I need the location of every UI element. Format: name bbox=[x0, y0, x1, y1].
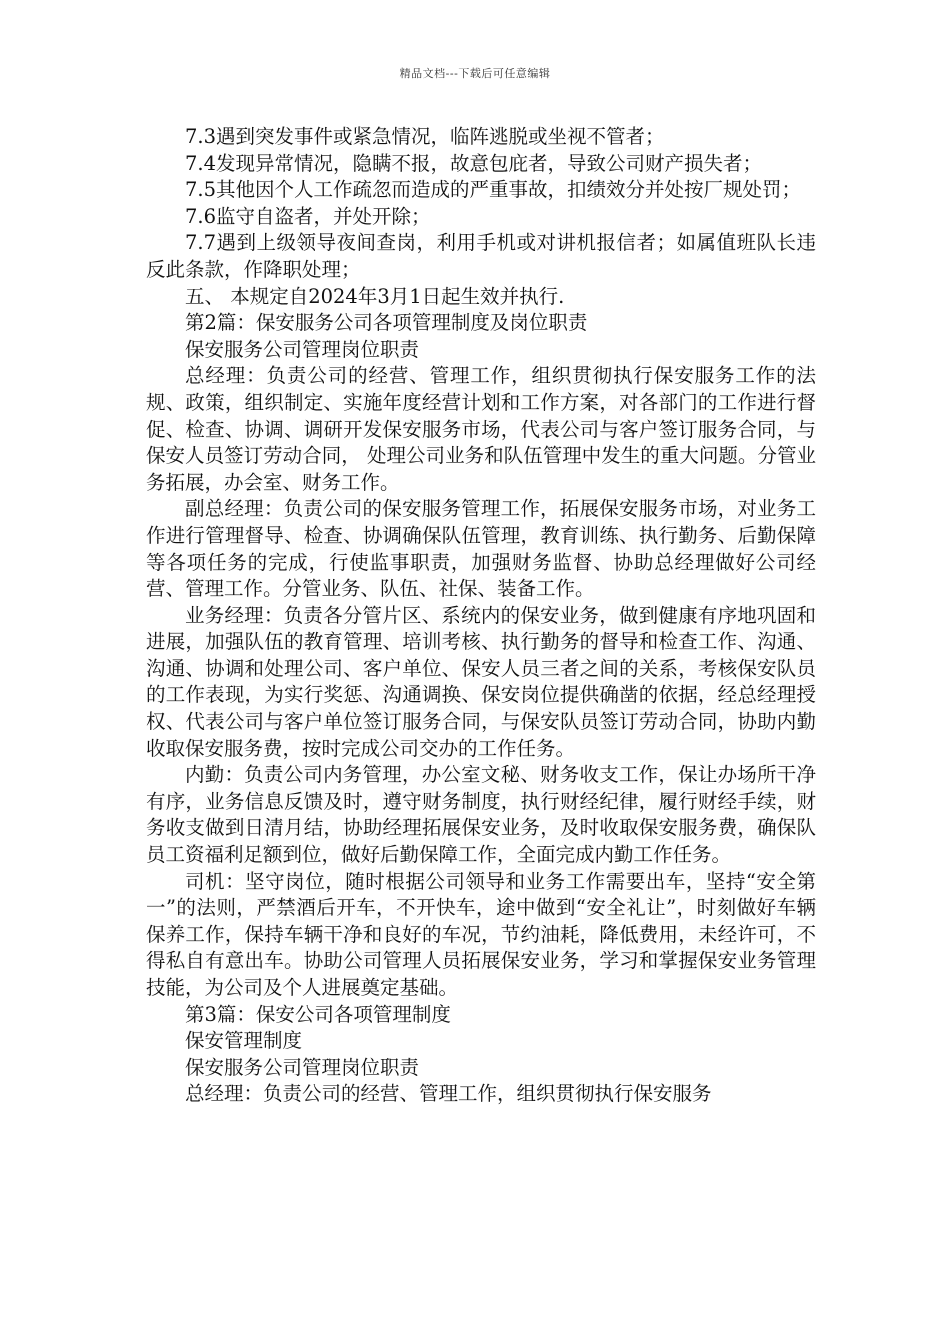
paragraph: 7.5其他因个人工作疏忽而造成的严重事故，扣绩效分并处按厂规处罚； bbox=[185, 178, 802, 202]
section-subheading: 保安管理制度 bbox=[185, 1029, 303, 1053]
paragraph: 总经理：负责公司的经营、管理工作，组织贯彻执行保安服务 bbox=[185, 1082, 712, 1106]
paragraph: 副总经理：负责公司的保安服务管理工作，拓展保安服务市场，对业务工作进行管理督导、检查、协调确保队伍管理，教育训练、执行勤务、后勤保障等各项任务的完成，行使监事职责，加强财务监督、协助总经理做好公司经营、管理工作。分管业务、队伍、社保、装备工作。 bbox=[146, 497, 816, 601]
paragraph: 总经理：负责公司的经营、管理工作，组织贯彻执行保安服务工作的法规、政策，组织制定、实施年度经营计划和工作方案，对各部门的工作进行督促、检查、协调、调研开发保安服务市场，代表公司与客户签订服务合同，与保安人员签订劳动合同， 处理公司业务和队伍管理中发生的重大问题。分管业务拓展，办会室、财务工作。 bbox=[146, 364, 816, 494]
paragraph: 司机：坚守岗位，随时根据公司领导和业务工作需要出车，坚持“安全第一”的法则，严禁酒后开车，不开快车，途中做到“安全礼让”，时刻做好车辆保养工作，保持车辆干净和良好的车况，节约油耗，降低费用，未经许可，不得私自有意出车。协助公司管理人员拓展保安业务，学习和掌握保安业务管理技能，为公司及个人进展奠定基础。 bbox=[146, 869, 816, 999]
document-body bbox=[146, 124, 816, 1108]
page-header: 精品文档---下载后可任意编辑 bbox=[399, 67, 551, 80]
paragraph: 内勤：负责公司内务管理，办公室文秘、财务收支工作，保让办场所干净有序，业务信息反馈及时，遵守财务制度，执行财经纪律，履行财经手续，财务收支做到日清月结，协助经理拓展保安业务，及时收取保安服务费，确保队员工资福利足额到位，做好后勤保障工作，全面完成内勤工作任务。 bbox=[146, 763, 816, 867]
paragraph: 7.3遇到突发事件或紧急情况，临阵逃脱或坐视不管者； bbox=[185, 125, 665, 148]
section-subheading: 保安服务公司管理岗位职责 bbox=[185, 1055, 420, 1079]
paragraph: 7.6监守自盗者，并处开除； bbox=[185, 204, 431, 228]
paragraph: 五、 本规定自2024年3月1日起生效并执行. bbox=[185, 284, 565, 308]
paragraph: 业务经理：负责各分管片区、系统内的保安业务，做到健康有序地巩固和进展，加强队伍的教育管理、培训考核、执行勤务的督导和检查工作、沟通、沟通、协调和处理公司、客户单位、保安人员三者之间的关系，考核保安队员的工作表现，为实行奖惩、沟通调换、保安岗位提供确凿的依据，经总经理授权、代表公司与客户单位签订服务合同，与保安队员签订劳动合同，协助内勤收取保安服务费，按时完成公司交办的工作任务。 bbox=[146, 603, 816, 760]
paragraph: 7.4发现异常情况，隐瞒不报，故意包庇者，导致公司财产损失者； bbox=[185, 151, 763, 175]
section-heading: 第2篇：保安服务公司各项管理制度及岗位职责 bbox=[185, 311, 588, 335]
paragraph: 7.7遇到上级领导夜间查岗，利用手机或对讲机报信者；如属值班队长违反此条款，作降职处理； bbox=[146, 231, 816, 281]
section-heading: 第3篇：保安公司各项管理制度 bbox=[185, 1002, 451, 1026]
section-subheading: 保安服务公司管理岗位职责 bbox=[185, 337, 420, 361]
